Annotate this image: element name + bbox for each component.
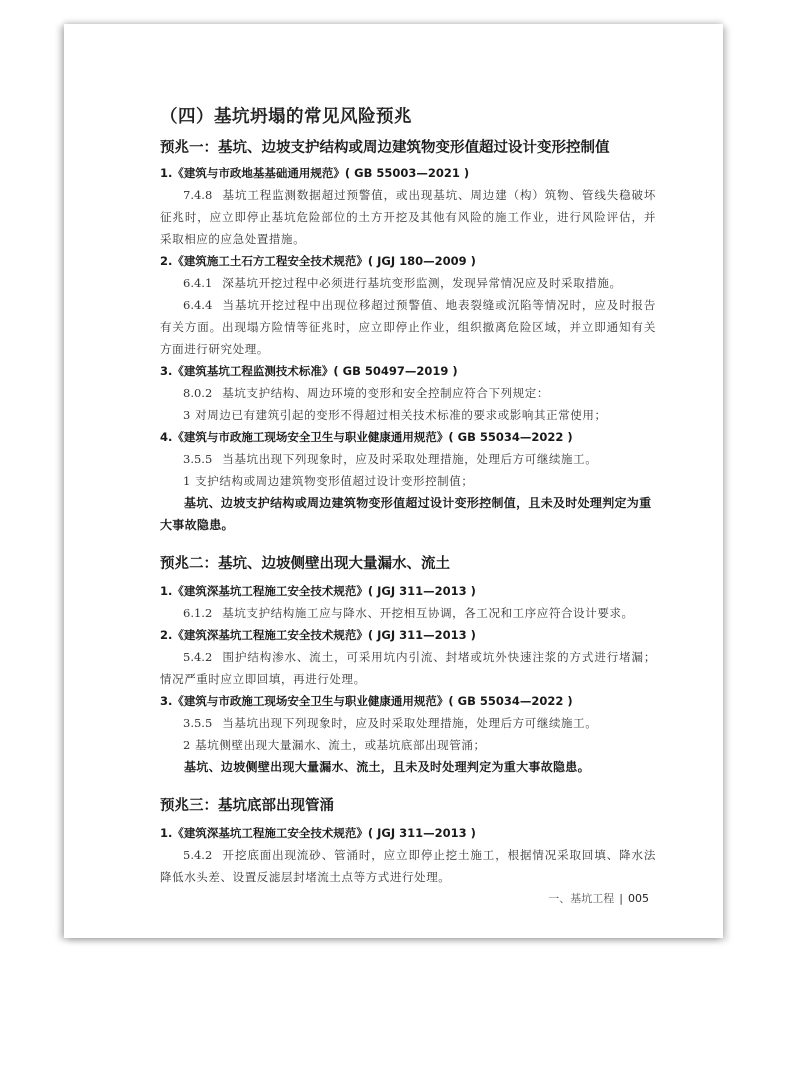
clause: 3.5.5 当基坑出现下列现象时，应及时采取处理措施，处理后方可继续施工。 bbox=[183, 716, 598, 730]
sign-title: 预兆二：基坑、边坡侧壁出现大量漏水、流土 bbox=[160, 556, 450, 572]
sign-block-2 bbox=[160, 552, 656, 778]
sign-title: 预兆三：基坑底部出现管涌 bbox=[160, 798, 334, 814]
section-title: （四）基坑坍塌的常见风险预兆 bbox=[160, 107, 412, 127]
standard-ref: 3.《建筑与市政施工现场安全卫生与职业健康通用规范》( GB 55034—2022 ) bbox=[160, 694, 573, 708]
clause: 5.4.2 开挖底面出现流砂、管涌时，应立即停止挖土施工，根据情况采取回填、降水法降低水头差、设置反滤层封堵流土点等方式进行处理。 bbox=[160, 848, 656, 884]
clause-item: 1 支护结构或周边建筑物变形值超过设计变形控制值； bbox=[183, 474, 474, 488]
standard-ref: 1.《建筑深基坑工程施工安全技术规范》( JGJ 311—2013 ) bbox=[160, 584, 476, 598]
page-footer bbox=[548, 890, 649, 906]
hazard-verdict: 基坑、边坡支护结构或周边建筑物变形值超过设计变形控制值，且未及时处理判定为重大事故隐患。 bbox=[160, 496, 652, 532]
standard-ref: 1.《建筑与市政地基基础通用规范》( GB 55003—2021 ) bbox=[160, 166, 470, 180]
hazard-verdict: 基坑、边坡侧壁出现大量漏水、流土，且未及时处理判定为重大事故隐患。 bbox=[184, 760, 590, 774]
standard-ref: 3.《建筑基坑工程监测技术标准》( GB 50497—2019 ) bbox=[160, 364, 458, 378]
clause-item: 3 对周边已有建筑引起的变形不得超过相关技术标准的要求或影响其正常使用； bbox=[183, 408, 607, 422]
clause: 5.4.2 围护结构渗水、流土，可采用坑内引流、封堵或坑外快速注浆的方式进行堵漏；情况严重时应立即回填，再进行处理。 bbox=[160, 650, 656, 686]
clause: 7.4.8 基坑工程监测数据超过预警值，或出现基坑、周边建（构）筑物、管线失稳破坏征兆时，应立即停止基坑危险部位的土方开挖及其他有风险的施工作业，进行风险评估，并采取相应的应急处置措施。 bbox=[160, 188, 656, 246]
page-content bbox=[160, 104, 656, 888]
page-number: 005 bbox=[628, 892, 649, 905]
clause: 6.4.1 深基坑开挖过程中必须进行基坑变形监测，发现异常情况应及时采取措施。 bbox=[183, 276, 622, 290]
standard-ref: 2.《建筑施工土石方工程安全技术规范》( JGJ 180—2009 ) bbox=[160, 254, 476, 268]
footer-chapter: 一、基坑工程 bbox=[548, 892, 615, 905]
footer-separator: | bbox=[619, 892, 623, 905]
clause: 6.1.2 基坑支护结构施工应与降水、开挖相互协调，各工况和工序应符合设计要求。 bbox=[183, 606, 634, 620]
standard-ref: 4.《建筑与市政施工现场安全卫生与职业健康通用规范》( GB 55034—2022 ) bbox=[160, 430, 573, 444]
document-page bbox=[64, 24, 723, 938]
standard-ref: 2.《建筑深基坑工程施工安全技术规范》( JGJ 311—2013 ) bbox=[160, 628, 476, 642]
clause: 8.0.2 基坑支护结构、周边环境的变形和安全控制应符合下列规定： bbox=[183, 386, 549, 400]
sign-block-3 bbox=[160, 794, 656, 888]
clause: 6.4.4 当基坑开挖过程中出现位移超过预警值、地表裂缝或沉陷等情况时，应及时报告有关方面。出现塌方险情等征兆时，应立即停止作业，组织撤离危险区域，并立即通知有关方面进行研究处理。 bbox=[160, 298, 656, 356]
clause-item: 2 基坑侧壁出现大量漏水、流土，或基坑底部出现管涌； bbox=[183, 738, 486, 752]
clause: 3.5.5 当基坑出现下列现象时，应及时采取处理措施，处理后方可继续施工。 bbox=[183, 452, 598, 466]
standard-ref: 1.《建筑深基坑工程施工安全技术规范》( JGJ 311—2013 ) bbox=[160, 826, 476, 840]
sign-block-1 bbox=[160, 136, 656, 536]
sign-title: 预兆一：基坑、边坡支护结构或周边建筑物变形值超过设计变形控制值 bbox=[160, 140, 610, 156]
